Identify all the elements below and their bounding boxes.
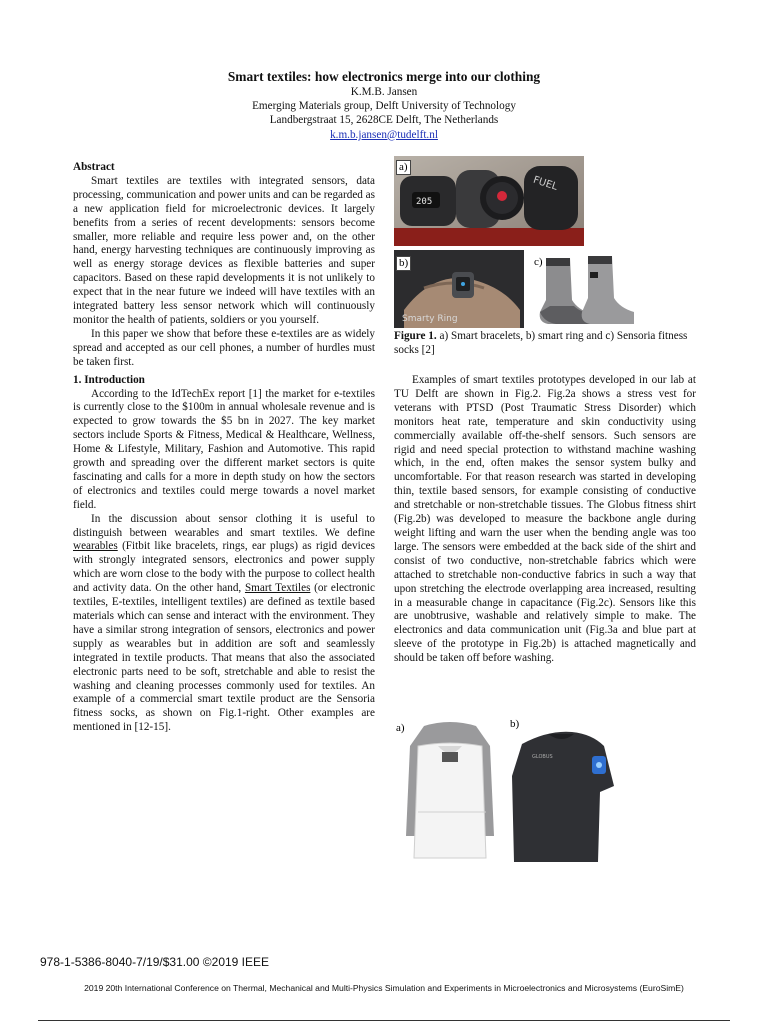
left-column	[73, 161, 375, 735]
intro-paragraph-2: In the discussion about sensor clothing it is useful to distinguish between wearables and smart textiles. We define wearables (Fitbit like bracelets, rings, ear plugs) as rigid devices with strongly integrated sensors, electronics and power supply which are worn close to the body with the purpose to collect health and activity data. On the other hand, Smart Textiles (or electronic textiles, E-textiles, intelligent textiles) are defined as textile based materials which can sense and interact with the environment. They have a similar strong integration of sensors, electronics and power supply as wearables but in addition are soft and seamlessly integrated in textile products. That means that also the associated electronic parts need to be soft, stretchable and able to resist the washing and cleaning processes commonly used for textiles. An example of a commercial smart textile product are the Sensoria fitness socks, as shown on Fig.1-right. Other examples are mentioned in [12-15].	[73, 512, 375, 734]
figure1-caption: Figure 1. a) Smart bracelets, b) smart ring and c) Sensoria fitness socks [2]	[394, 330, 688, 356]
figure1-label-b: b)	[396, 256, 411, 271]
affiliation: Emerging Materials group, Delft University of Technology	[252, 100, 516, 113]
abstract-paragraph-2: In this paper we show that before these e-textiles are as widely spread and accepted as our cell phones, a number of hurdles must be taken first.	[73, 327, 375, 368]
figure1-socks-photo	[530, 250, 640, 328]
figure1-label-c: c)	[534, 256, 543, 268]
svg-text:GLOBUS: GLOBUS	[532, 754, 553, 760]
right-column	[394, 374, 696, 666]
intro-paragraph-1: According to the IdTechEx report [1] the market for e-textiles is currently close to the $100m in annual wholesale revenue and is expected to grow towards the $5 bn in 2027. The key market sectors include Sports & Fitness, Medical & Healthcare, Wellness, Home & Lifestyle, Military, Fashion and Automotive. This rapid growth and spreading over the different market sectors is quite fascinating and calls for a more in depth study on how the sectors of electronics and textiles could merge towards a novel market field.	[73, 387, 375, 511]
figure1-label-a: a)	[396, 160, 411, 175]
conference-name: 2019 20th International Conference on Thermal, Mechanical and Multi-Physics Simulation and Experiments in Microelectronics and Microsystems (EuroSimE)	[84, 983, 684, 993]
figure2-label-b: b)	[510, 718, 520, 730]
svg-text:Smarty Ring: Smarty Ring	[402, 314, 458, 324]
email-link[interactable]: k.m.b.jansen@tudelft.nl	[330, 128, 438, 141]
figure2-vest-photo	[394, 716, 506, 862]
address: Landbergstraat 15, 2628CE Delft, The Netherlands	[269, 114, 499, 127]
figure1-bracelets-photo	[394, 156, 584, 246]
paper-title: Smart textiles: how electronics merge into our clothing	[227, 69, 541, 84]
figure1-ring-photo	[394, 250, 524, 328]
wearables-term: wearables	[73, 540, 118, 553]
author: K.M.B. Jansen	[350, 86, 418, 98]
svg-text:205: 205	[416, 197, 433, 207]
abstract-heading: Abstract	[73, 161, 115, 173]
paper-header	[0, 68, 768, 142]
isbn-copyright: 978-1-5386-8040-7/19/$31.00 ©2019 IEEE	[40, 955, 270, 969]
right-paragraph-1: Examples of smart textiles prototypes developed in our lab at TU Delft are shown in Fig.2. Fig.2a shows a stress vest for veterans with PTSD (Post Traumatic Stress Disorder) which monitors heat rate, temperature and skin conductivity using commercially available off-the-shelf sensors. Such sensors are rigid and need special protection to withstand machine washing which, in the end, often makes the sensor system bulky and uncomfortable. For that reason research was started in developing thin, textile based sensors, for example consisting of conductive and stretchable or non-stretchable tissues. The Globus fitness shirt (Fig.2b) was developed to measure the backbone angle during weight lifting and warn the user when the bending angle was too large. The sensors were embedded at the back side of the shirt and consist of two conductive, non-stretchable fabrics which were attached to stretchable non-conductive fabrics in such a way that upon stretching the electrode overlapping area increased, resulting in a measurable change in capacitance (Fig.2c). Sensors like this are unobtrusive, washable and relatively simple to make. The electronics and data communication unit (Fig.3a and blue part at sleeve of the prototype in Fig.2b) is attached magnetically and should be taken off before washing.	[394, 374, 696, 665]
abstract-paragraph-1: Smart textiles are textiles with integrated sensors, data processing, communication and power units and can be regarded as a new application field for microelectronic devices. It largely benefits from a series of recent developments: sensors become smaller, more reliable and require less power and, on the other hand, energy harvesting techniques are continuously improving as well as energy storage devices as flexible batteries and super capacitors. Based on these rapid developments it is not unlikely to expect that in the near future we indeed will have textiles with an integrated battery less sensor network which will continuously monitor the health of patients, soldiers or you yourself.	[73, 174, 375, 326]
introduction-heading: 1. Introduction	[73, 373, 145, 386]
footer-rule	[38, 1020, 730, 1021]
figure2-label-a: a)	[396, 722, 405, 734]
svg-text:FUEL: FUEL	[531, 174, 559, 193]
smart-textiles-term: Smart Textiles	[244, 582, 311, 595]
figure2-shirt-photo	[508, 716, 616, 862]
